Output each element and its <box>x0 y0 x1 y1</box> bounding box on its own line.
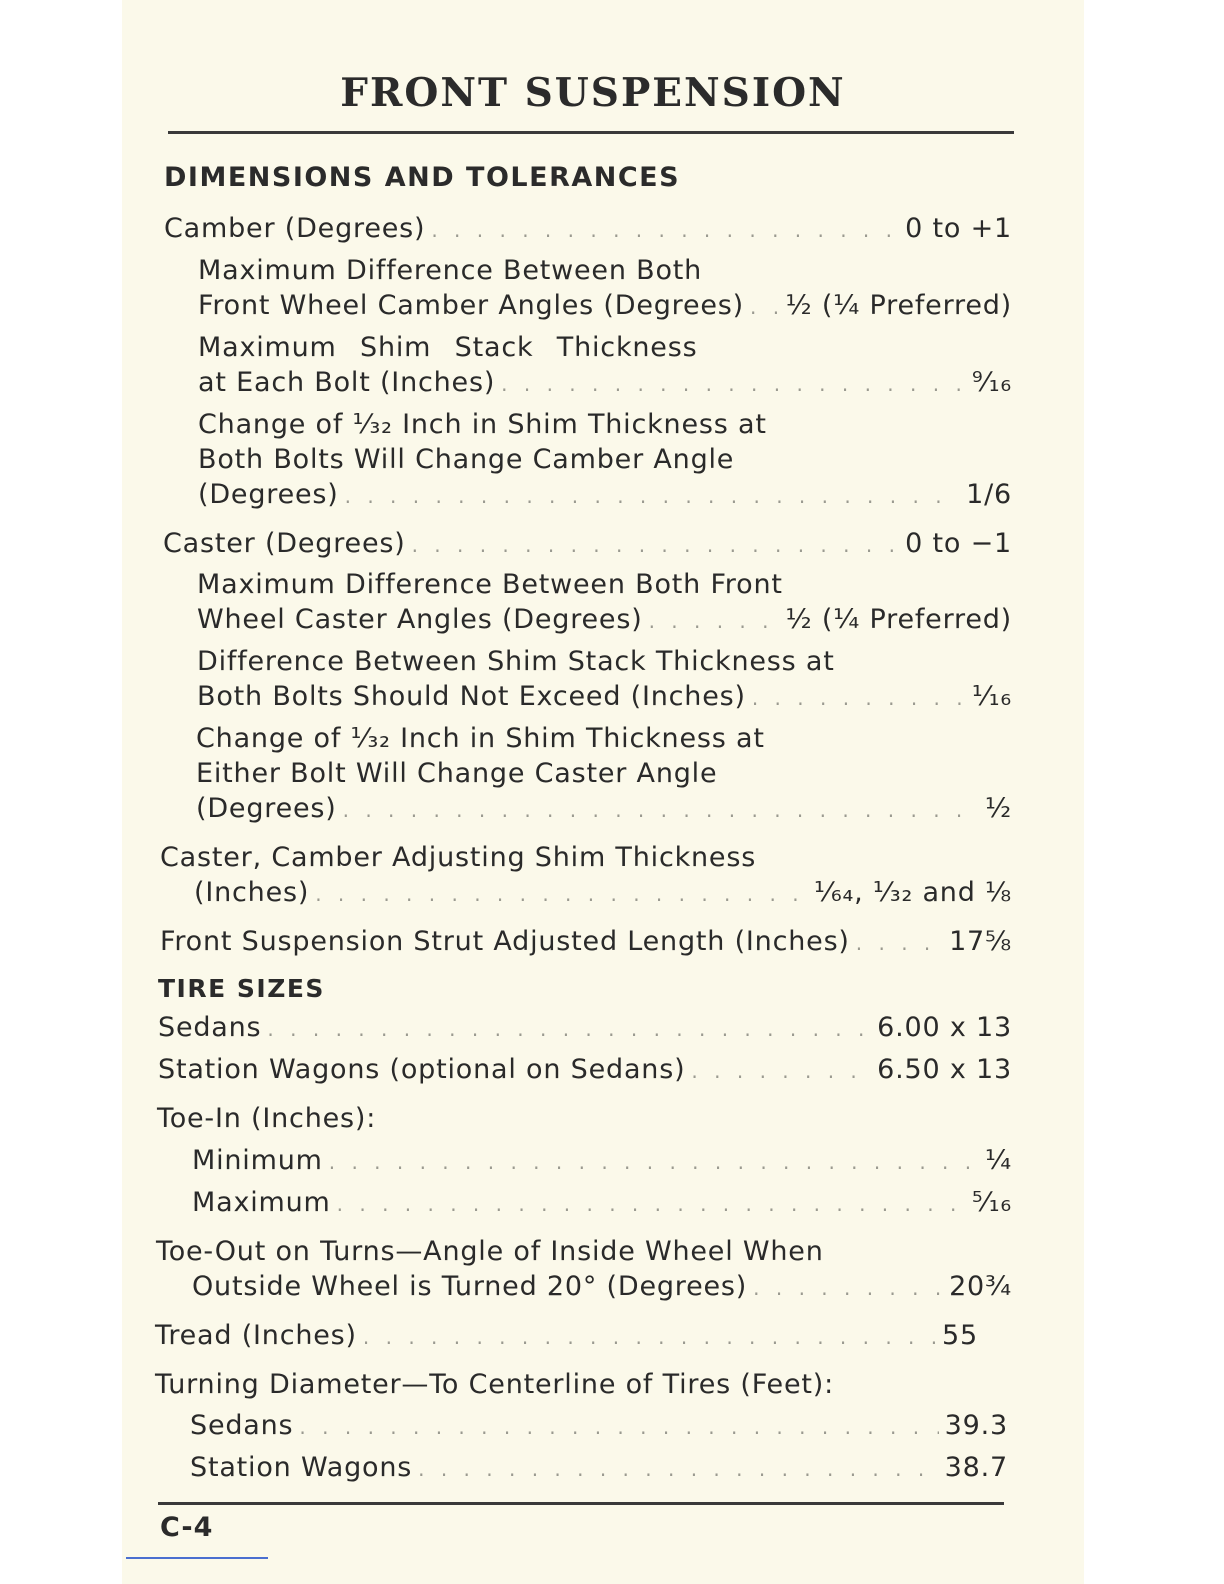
spec-text-line: Maximum Difference Between Both <box>198 255 703 286</box>
dot-leader <box>315 877 808 912</box>
spec-label: Maximum <box>192 1187 331 1218</box>
spec-label: Outside Wheel is Turned 20° (Degrees) <box>192 1271 748 1302</box>
spec-value: 17⅝ <box>949 926 1012 957</box>
spec-row-tread <box>155 1318 978 1355</box>
section-heading-tire-sizes: TIRE SIZES <box>158 974 325 1003</box>
spec-label: Wheel Caster Angles (Degrees) <box>197 604 643 635</box>
spec-row-camber <box>164 211 1012 248</box>
dot-leader <box>649 604 780 639</box>
spec-label: at Each Bolt (Inches) <box>198 367 496 398</box>
spec-value: ½ (¼ Preferred) <box>785 604 1012 635</box>
spec-label: (Degrees) <box>198 479 339 510</box>
spec-row-camber-shim-stack <box>198 365 1012 402</box>
spec-value: 39.3 <box>944 1410 1008 1441</box>
dot-leader <box>750 290 779 325</box>
spec-row-caster-shim-change <box>196 791 1012 828</box>
spec-value: 38.7 <box>944 1452 1008 1483</box>
spec-text-line: Caster, Camber Adjusting Shim Thickness <box>160 842 757 873</box>
dot-leader <box>343 793 979 828</box>
dot-leader <box>691 1054 871 1089</box>
spec-label: Both Bolts Should Not Exceed (Inches) <box>197 681 746 712</box>
spec-value: ¼ <box>985 1145 1012 1176</box>
spec-row-turning-wagons <box>190 1450 1008 1487</box>
spec-value: 1/6 <box>966 479 1012 510</box>
dot-leader <box>267 1012 871 1047</box>
spec-value: ¹⁄₁₆ <box>971 681 1012 712</box>
spec-text-line: Change of ¹⁄₃₂ Inch in Shim Thickness at <box>196 723 765 754</box>
spec-row-toe-in-max <box>192 1185 1012 1222</box>
spec-value: ⁹⁄₁₆ <box>971 367 1012 398</box>
spec-label: (Degrees) <box>196 793 337 824</box>
spec-label: Caster (Degrees) <box>163 528 406 559</box>
spec-row-turning-sedans <box>190 1408 1008 1445</box>
spec-row-caster <box>163 526 1012 563</box>
spec-label: Station Wagons <box>190 1452 413 1483</box>
spec-row-tire-wagons <box>158 1052 1012 1089</box>
page-number: C-4 <box>160 1512 214 1543</box>
spec-subheading-toe-in: Toe-In (Inches): <box>157 1103 377 1134</box>
link-underline[interactable] <box>126 1557 268 1559</box>
dot-leader <box>418 1452 939 1487</box>
spec-row-strut-length <box>160 924 1012 961</box>
dot-leader <box>412 528 900 563</box>
spec-label: Sedans <box>190 1410 294 1441</box>
dot-leader <box>337 1187 966 1222</box>
spec-value: ½ <box>985 793 1012 824</box>
spec-label: Camber (Degrees) <box>164 213 426 244</box>
spec-text-line: Toe-Out on Turns—Angle of Inside Wheel When <box>156 1236 824 1267</box>
page-title: FRONT SUSPENSION <box>340 70 846 116</box>
spec-value: 0 to −1 <box>905 528 1012 559</box>
dot-leader <box>363 1320 936 1355</box>
dot-leader <box>345 479 961 514</box>
spec-label: Front Suspension Strut Adjusted Length (Inches) <box>160 926 850 957</box>
footer-divider <box>158 1502 1004 1505</box>
spec-text-line: Change of ¹⁄₃₂ Inch in Shim Thickness at <box>198 409 767 440</box>
spec-label: Sedans <box>158 1012 262 1043</box>
dot-leader <box>752 681 966 716</box>
spec-value: 55 <box>942 1320 978 1351</box>
spec-label: Minimum <box>192 1145 323 1176</box>
spec-value: 6.00 x 13 <box>877 1012 1012 1043</box>
spec-row-caster-shim-diff <box>197 679 1012 716</box>
spec-text-line: Both Bolts Will Change Camber Angle <box>198 444 735 475</box>
spec-row-adjusting-shim <box>194 875 1012 912</box>
spec-value: 6.50 x 13 <box>877 1054 1012 1085</box>
section-heading-dimensions: DIMENSIONS AND TOLERANCES <box>164 162 681 193</box>
spec-label: (Inches) <box>194 877 310 908</box>
title-divider <box>168 131 1014 134</box>
dot-leader <box>753 1271 943 1306</box>
spec-value: 0 to +1 <box>905 213 1012 244</box>
spec-value: ⁵⁄₁₆ <box>971 1187 1012 1218</box>
spec-text-line: Maximum Shim Stack Thickness <box>198 332 698 363</box>
spec-row-tire-sedans <box>158 1010 1012 1047</box>
spec-row-toe-out <box>192 1269 1012 1306</box>
dot-leader <box>501 367 966 402</box>
spec-label: Station Wagons (optional on Sedans) <box>158 1054 686 1085</box>
spec-value: ½ (¼ Preferred) <box>785 290 1012 321</box>
spec-row-caster-max-diff <box>197 602 1012 639</box>
spec-row-camber-shim-change <box>198 477 1012 514</box>
spec-label: Front Wheel Camber Angles (Degrees) <box>198 290 745 321</box>
spec-value: ¹⁄₆₄, ¹⁄₃₂ and ⅛ <box>813 877 1012 908</box>
spec-text-line: Difference Between Shim Stack Thickness at <box>197 646 835 677</box>
spec-row-camber-max-diff <box>198 288 1012 325</box>
dot-leader <box>431 213 899 248</box>
spec-row-toe-in-min <box>192 1143 1012 1180</box>
spec-text-line: Either Bolt Will Change Caster Angle <box>196 758 718 789</box>
spec-text-line: Maximum Difference Between Both Front <box>197 569 783 600</box>
spec-subheading-turning: Turning Diameter—To Centerline of Tires (Feet): <box>155 1369 834 1400</box>
dot-leader <box>299 1410 938 1445</box>
dot-leader <box>856 926 943 961</box>
spec-label: Tread (Inches) <box>155 1320 357 1351</box>
spec-value: 20¾ <box>949 1271 1012 1302</box>
dot-leader <box>329 1145 979 1180</box>
